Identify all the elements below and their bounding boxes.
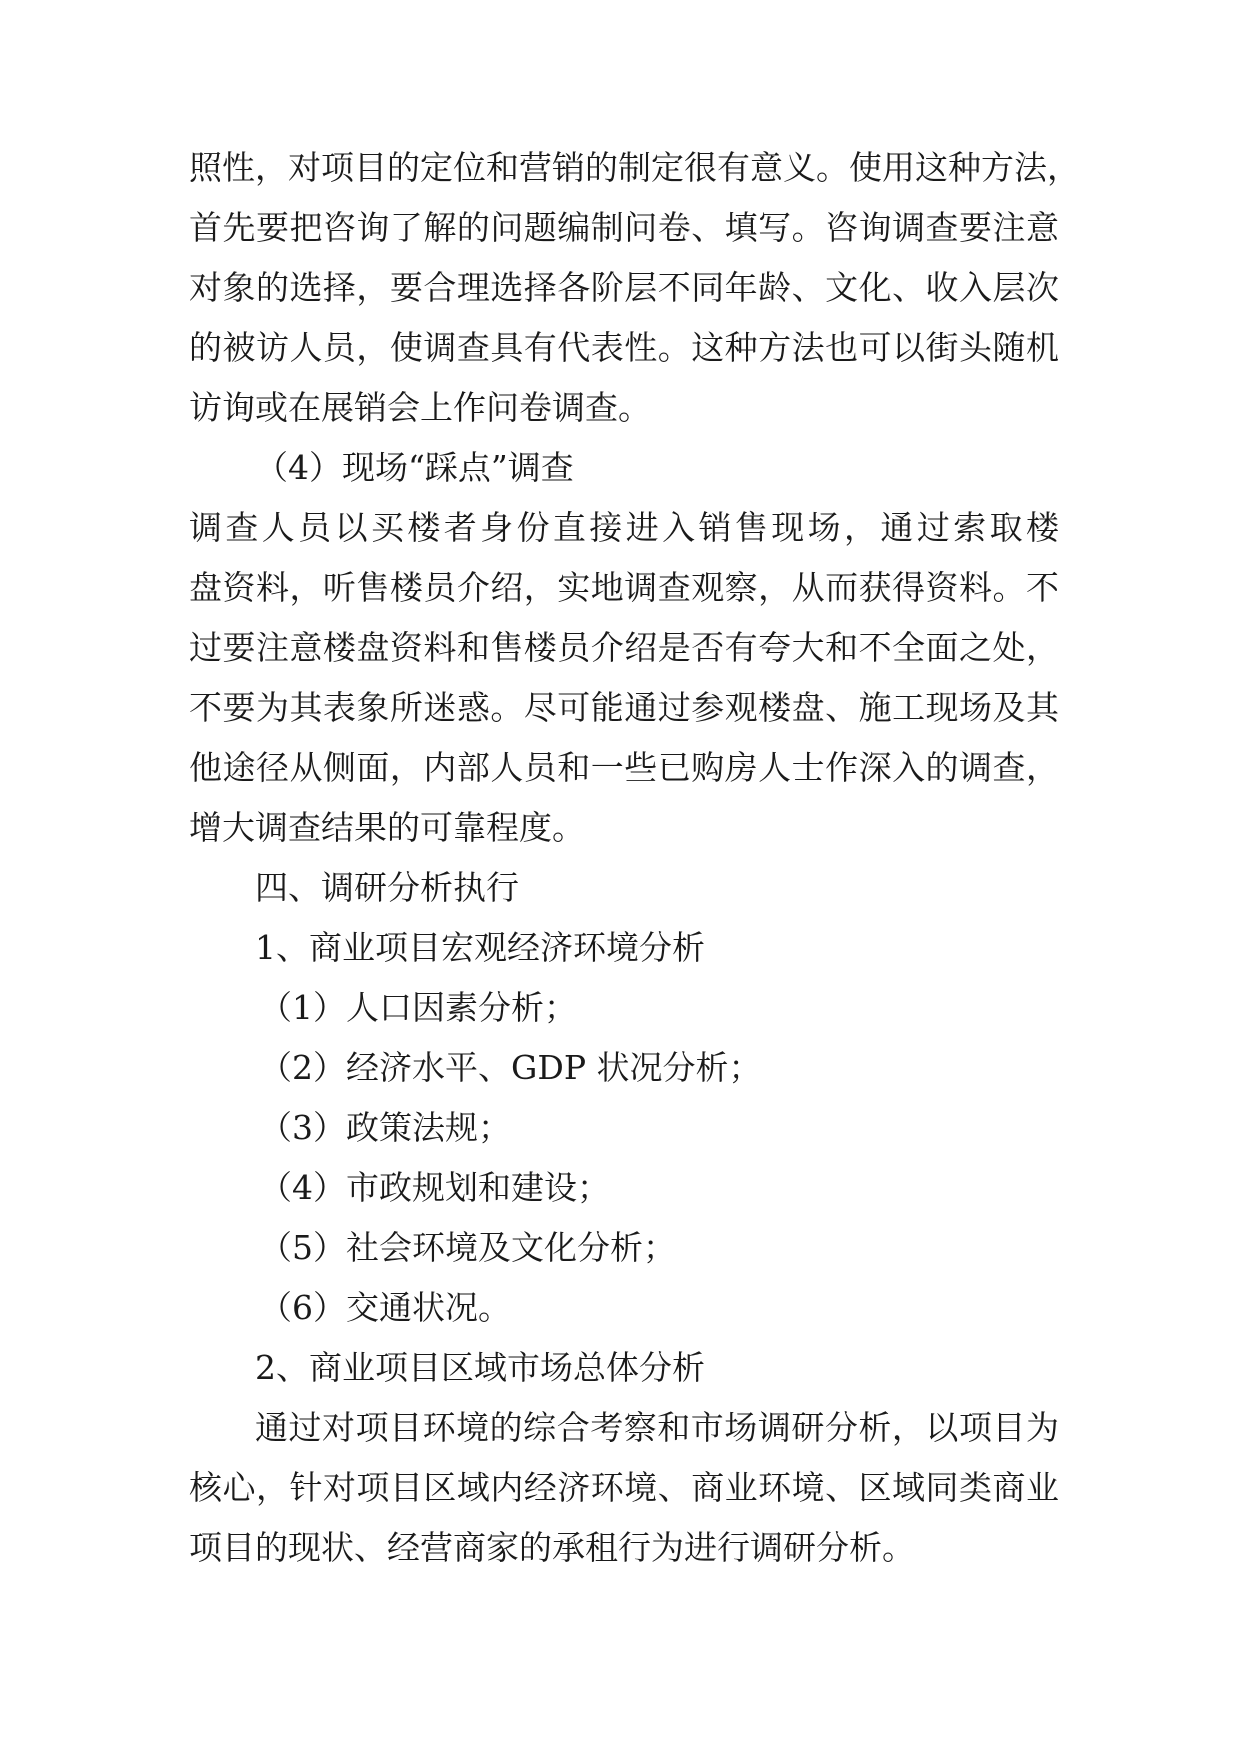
paragraph-line: 盘资料，听售楼员介绍，实地调查观察，从而获得资料。不	[189, 568, 1059, 607]
list-item: （5）社会环境及文化分析；	[259, 1228, 676, 1267]
paragraph-line: 项目的现状、经营商家的承租行为进行调研分析。	[189, 1528, 915, 1567]
paragraph-line: 的被访人员，使调查具有代表性。这种方法也可以街头随机	[189, 328, 1059, 367]
paragraph-line: 照性，对项目的定位和营销的制定很有意义。使用这种方法，	[189, 148, 1080, 187]
paragraph-line: 增大调查结果的可靠程度。	[189, 808, 585, 847]
subsection-heading: （4）现场“踩点”调查	[255, 448, 574, 487]
paragraph-line: 过要注意楼盘资料和售楼员介绍是否有夸大和不全面之处，	[189, 628, 1059, 667]
paragraph-line: 不要为其表象所迷惑。尽可能通过参观楼盘、施工现场及其	[189, 688, 1059, 727]
paragraph-line: 他途径从侧面，内部人员和一些已购房人士作深入的调查，	[189, 748, 1059, 787]
paragraph-line: 调查人员以买楼者身份直接进入销售现场，通过索取楼	[189, 508, 1059, 547]
paragraph-line: 核心，针对项目区域内经济环境、商业环境、区域同类商业	[189, 1468, 1059, 1507]
section-heading: 四、调研分析执行	[255, 868, 519, 907]
paragraph-line: 对象的选择，要合理选择各阶层不同年龄、文化、收入层次	[189, 268, 1059, 307]
paragraph-line: 首先要把咨询了解的问题编制问卷、填写。咨询调查要注意	[189, 208, 1059, 247]
list-item: （2）经济水平、GDP 状况分析；	[259, 1048, 762, 1087]
subsection-heading: 2、商业项目区域市场总体分析	[255, 1348, 705, 1387]
list-item: （4）市政规划和建设；	[259, 1168, 610, 1207]
subsection-heading: 1、商业项目宏观经济环境分析	[255, 928, 705, 967]
list-item: （3）政策法规；	[259, 1108, 511, 1147]
paragraph-line: 访询或在展销会上作问卷调查。	[189, 388, 651, 427]
paragraph-line: 通过对项目环境的综合考察和市场调研分析，以项目为	[255, 1408, 1059, 1447]
list-item: （6）交通状况。	[259, 1288, 511, 1327]
list-item: （1）人口因素分析；	[259, 988, 577, 1027]
